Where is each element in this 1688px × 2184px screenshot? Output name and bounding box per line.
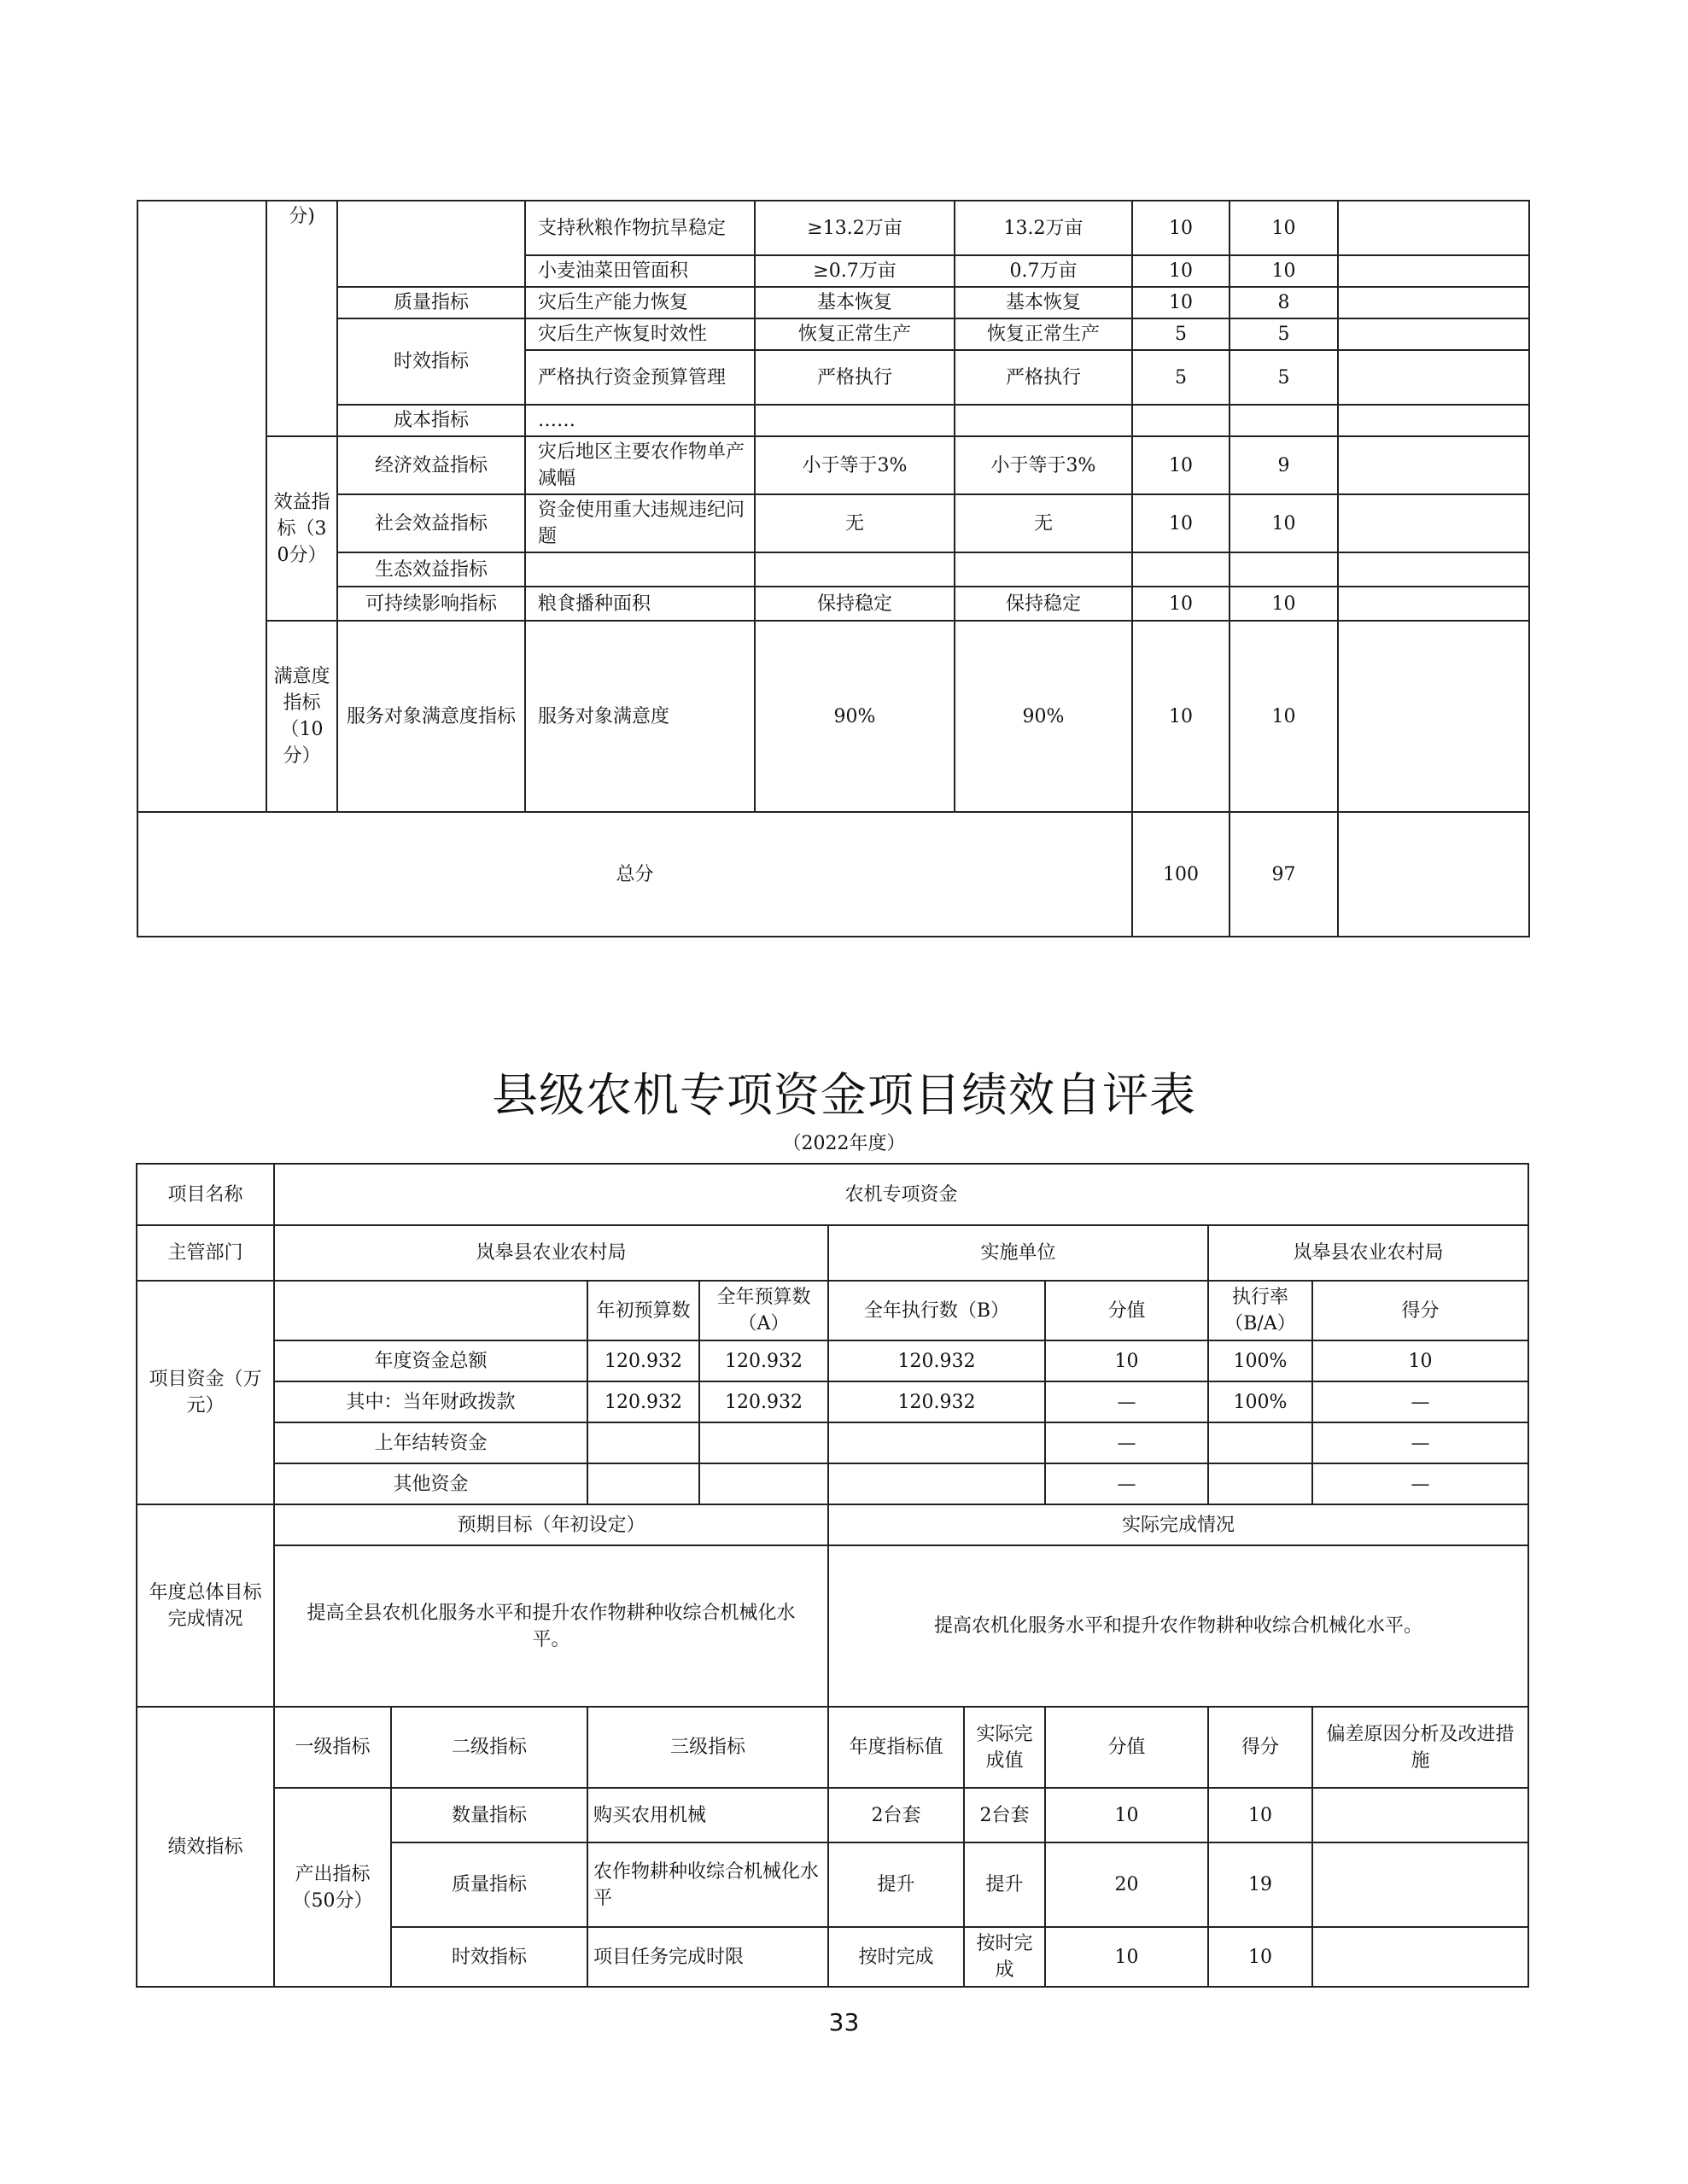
funds-cell (587, 1463, 699, 1504)
table-row (137, 1281, 1528, 1340)
blank-cell (274, 1281, 587, 1340)
goal-label: 年度总体目标完成情况 (137, 1504, 274, 1707)
perf-header: 一级指标 (274, 1707, 391, 1788)
total-row (137, 812, 1529, 937)
table-row (137, 287, 1529, 318)
level3-cell: 资金使用重大违规违纪问题 (525, 494, 755, 552)
target-cell: 按时完成 (828, 1927, 964, 1987)
project-name-value: 农机专项资金 (274, 1164, 1528, 1225)
perf-header: 三级指标 (587, 1707, 828, 1788)
actual-cell: 提升 (964, 1842, 1045, 1927)
score-cell: 10 (1132, 494, 1229, 552)
impl-value: 岚皋县农业农村局 (1208, 1225, 1528, 1281)
got-cell: 10 (1229, 494, 1338, 552)
got-cell (1229, 552, 1338, 587)
funds-cell: 120.932 (587, 1340, 699, 1381)
got-cell: 10 (1229, 255, 1338, 287)
document-year: （2022年度） (782, 1133, 906, 1154)
table-row (137, 1340, 1528, 1381)
table-row (137, 1422, 1528, 1463)
perf-header: 得分 (1208, 1707, 1312, 1788)
actual-cell: 2台套 (964, 1788, 1045, 1842)
target-cell: ≥13.2万亩 (755, 201, 955, 255)
table-row (137, 1504, 1528, 1545)
note-cell (1338, 552, 1529, 587)
got-cell: 8 (1229, 287, 1338, 318)
performance-table-continued (137, 200, 1530, 937)
table-row (137, 201, 1529, 255)
level3-cell: 小麦油菜田管面积 (525, 255, 755, 287)
funds-cell (828, 1463, 1045, 1504)
level3-cell: 支持秋粮作物抗旱稳定 (525, 201, 755, 255)
level2-cell (337, 201, 525, 287)
table-row (137, 405, 1529, 436)
table-row (137, 494, 1529, 552)
perf-label: 绩效指标 (137, 1707, 274, 1987)
funds-cell: 100% (1208, 1381, 1312, 1422)
target-cell: 90% (755, 621, 955, 812)
page-number: 33 (828, 2008, 860, 2036)
level3-cell: 购买农用机械 (587, 1788, 828, 1842)
note-cell (1312, 1788, 1528, 1842)
funds-cell: — (1312, 1463, 1528, 1504)
goal-actual-label: 实际完成情况 (828, 1504, 1528, 1545)
target-cell (755, 405, 955, 436)
note-cell (1338, 494, 1529, 552)
note-cell (1338, 287, 1529, 318)
funds-cell: 120.932 (587, 1381, 699, 1422)
funds-cell: 100% (1208, 1340, 1312, 1381)
actual-cell: 保持稳定 (955, 587, 1132, 621)
note-cell (1312, 1842, 1528, 1927)
target-cell: 恢复正常生产 (755, 318, 955, 350)
actual-cell: 小于等于3% (955, 436, 1132, 494)
funds-cell: — (1045, 1422, 1208, 1463)
funds-header: 年初预算数 (587, 1281, 699, 1340)
actual-cell: 恢复正常生产 (955, 318, 1132, 350)
got-cell: 10 (1229, 587, 1338, 621)
score-cell: 10 (1045, 1788, 1208, 1842)
blank-cell (137, 201, 266, 812)
level2-cell: 社会效益指标 (337, 494, 525, 552)
score-cell: 10 (1132, 621, 1229, 812)
perf-header: 二级指标 (391, 1707, 587, 1788)
actual-cell (955, 405, 1132, 436)
table-row (137, 1788, 1528, 1842)
table-row (137, 1545, 1528, 1707)
funds-row-label: 其中：当年财政拨款 (274, 1381, 587, 1422)
funds-cell (699, 1422, 828, 1463)
target-cell (755, 552, 955, 587)
funds-row-label: 年度资金总额 (274, 1340, 587, 1381)
got-cell: 9 (1229, 436, 1338, 494)
funds-header: 全年预算数（A） (699, 1281, 828, 1340)
got-cell: 5 (1229, 350, 1338, 405)
level3-cell: 灾后地区主要农作物单产减幅 (525, 436, 755, 494)
score-cell (1132, 552, 1229, 587)
target-cell: 提升 (828, 1842, 964, 1927)
actual-cell: 13.2万亩 (955, 201, 1132, 255)
target-cell: 小于等于3% (755, 436, 955, 494)
note-cell (1338, 587, 1529, 621)
goal-expected: 提高全县农机化服务水平和提升农作物耕种收综合机械化水平。 (274, 1545, 828, 1707)
funds-header: 分值 (1045, 1281, 1208, 1340)
target-cell: 严格执行 (755, 350, 955, 405)
actual-cell: 0.7万亩 (955, 255, 1132, 287)
got-cell: 5 (1229, 318, 1338, 350)
got-cell: 10 (1229, 201, 1338, 255)
funds-row-label: 其他资金 (274, 1463, 587, 1504)
level2-cell: 经济效益指标 (337, 436, 525, 494)
note-cell (1338, 436, 1529, 494)
level3-cell: 服务对象满意度 (525, 621, 755, 812)
total-got: 97 (1229, 812, 1338, 937)
table-row (137, 1463, 1528, 1504)
total-label: 总分 (137, 812, 1132, 937)
level3-cell: 农作物耕种收综合机械化水平 (587, 1842, 828, 1927)
dept-label: 主管部门 (137, 1225, 274, 1281)
score-cell: 10 (1045, 1927, 1208, 1987)
note-cell (1338, 812, 1529, 937)
level2-cell: 时效指标 (391, 1927, 587, 1987)
level3-cell (525, 552, 755, 587)
actual-cell: 基本恢复 (955, 287, 1132, 318)
actual-cell: 90% (955, 621, 1132, 812)
level3-cell: 项目任务完成时限 (587, 1927, 828, 1987)
funds-cell: 120.932 (828, 1340, 1045, 1381)
score-cell: 10 (1132, 201, 1229, 255)
table-row (137, 621, 1529, 812)
table-row (137, 1707, 1528, 1788)
score-cell (1132, 405, 1229, 436)
level3-cell: 灾后生产能力恢复 (525, 287, 755, 318)
level2-cell: 数量指标 (391, 1788, 587, 1842)
level1-cell: 效益指标（30分） (266, 436, 337, 621)
funds-cell: 10 (1312, 1340, 1528, 1381)
self-evaluation-table (136, 1163, 1529, 1988)
funds-cell: 120.932 (828, 1381, 1045, 1422)
funds-header: 执行率（B/A） (1208, 1281, 1312, 1340)
impl-label: 实施单位 (828, 1225, 1208, 1281)
got-cell: 10 (1208, 1927, 1312, 1987)
funds-header: 得分 (1312, 1281, 1528, 1340)
score-cell: 10 (1132, 255, 1229, 287)
level2-cell: 服务对象满意度指标 (337, 621, 525, 812)
note-cell (1312, 1927, 1528, 1987)
level3-cell: 灾后生产恢复时效性 (525, 318, 755, 350)
level2-cell: 可持续影响指标 (337, 587, 525, 621)
level2-cell: 成本指标 (337, 405, 525, 436)
got-cell: 19 (1208, 1842, 1312, 1927)
level2-cell: 生态效益指标 (337, 552, 525, 587)
funds-cell: — (1312, 1381, 1528, 1422)
table-row (137, 552, 1529, 587)
level3-cell: …… (525, 405, 755, 436)
level2-cell: 质量指标 (391, 1842, 587, 1927)
level2-cell: 时效指标 (337, 318, 525, 405)
funds-cell: 120.932 (699, 1381, 828, 1422)
table-row (137, 436, 1529, 494)
got-cell: 10 (1229, 621, 1338, 812)
funds-cell (587, 1422, 699, 1463)
score-cell: 10 (1132, 436, 1229, 494)
level1-cell: 分) (266, 201, 337, 436)
total-score: 100 (1132, 812, 1229, 937)
funds-label: 项目资金（万元） (137, 1281, 274, 1504)
note-cell (1338, 318, 1529, 350)
table-row (137, 587, 1529, 621)
table-row (137, 1381, 1528, 1422)
project-name-label: 项目名称 (137, 1164, 274, 1225)
target-cell: 无 (755, 494, 955, 552)
dept-value: 岚皋县农业农村局 (274, 1225, 828, 1281)
funds-row-label: 上年结转资金 (274, 1422, 587, 1463)
perf-header: 偏差原因分析及改进措施 (1312, 1707, 1528, 1788)
level1-cell: 满意度指标（10分） (266, 621, 337, 812)
target-cell: 保持稳定 (755, 587, 955, 621)
target-cell: 2台套 (828, 1788, 964, 1842)
note-cell (1338, 621, 1529, 812)
funds-cell: — (1312, 1422, 1528, 1463)
target-cell: ≥0.7万亩 (755, 255, 955, 287)
table-row (137, 1225, 1528, 1281)
funds-cell: — (1045, 1463, 1208, 1504)
actual-cell (955, 552, 1132, 587)
note-cell (1338, 350, 1529, 405)
score-cell: 20 (1045, 1842, 1208, 1927)
score-cell: 10 (1132, 587, 1229, 621)
funds-cell (1208, 1422, 1312, 1463)
score-cell: 5 (1132, 318, 1229, 350)
funds-cell: — (1045, 1381, 1208, 1422)
note-cell (1338, 201, 1529, 255)
funds-cell (828, 1422, 1045, 1463)
level3-cell: 严格执行资金预算管理 (525, 350, 755, 405)
funds-cell (1208, 1463, 1312, 1504)
score-cell: 5 (1132, 350, 1229, 405)
goal-actual: 提高农机化服务水平和提升农作物耕种收综合机械化水平。 (828, 1545, 1528, 1707)
perf-header: 分值 (1045, 1707, 1208, 1788)
actual-cell: 严格执行 (955, 350, 1132, 405)
goal-expected-label: 预期目标（年初设定） (274, 1504, 828, 1545)
target-cell: 基本恢复 (755, 287, 955, 318)
got-cell: 10 (1208, 1788, 1312, 1842)
perf-header: 年度指标值 (828, 1707, 964, 1788)
level3-cell: 粮食播种面积 (525, 587, 755, 621)
actual-cell: 按时完成 (964, 1927, 1045, 1987)
score-cell: 10 (1132, 287, 1229, 318)
got-cell (1229, 405, 1338, 436)
note-cell (1338, 405, 1529, 436)
level2-cell: 质量指标 (337, 287, 525, 318)
perf-header: 实际完成值 (964, 1707, 1045, 1788)
actual-cell: 无 (955, 494, 1132, 552)
table-row (137, 1164, 1528, 1225)
funds-cell: 10 (1045, 1340, 1208, 1381)
table-row (137, 318, 1529, 350)
note-cell (1338, 255, 1529, 287)
funds-cell: 120.932 (699, 1340, 828, 1381)
funds-header: 全年执行数（B） (828, 1281, 1045, 1340)
output-label: 产出指标（50分） (274, 1788, 391, 1987)
document-title: 县级农机专项资金项目绩效自评表 (492, 1068, 1196, 1122)
funds-cell (699, 1463, 828, 1504)
